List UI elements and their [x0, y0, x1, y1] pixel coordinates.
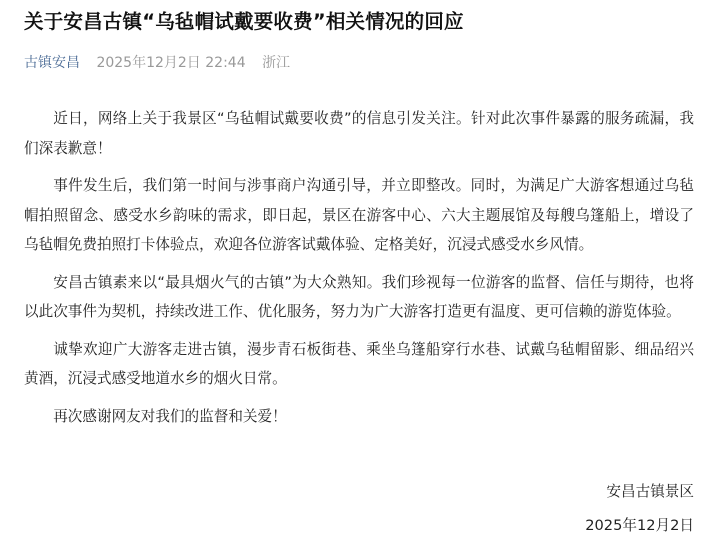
article-title: 关于安昌古镇“乌毡帽试戴要收费”相关情况的回应: [24, 10, 464, 33]
article-body: [24, 104, 694, 439]
paragraph: 安昌古镇素来以“最具烟火气的古镇”为大众熟知。我们珍视每一位游客的监督、信任与期待，也将以此次事件为契机，持续改进工作、优化服务，努力为广大游客打造更有温度、更可信赖的游览体验。: [24, 273, 694, 320]
publish-time: 2025年12月2日 22:44: [96, 55, 246, 71]
account-name-link[interactable]: 古镇安昌: [24, 55, 80, 71]
paragraph: 事件发生后，我们第一时间与涉事商户沟通引导，并立即整改。同时，为满足广大游客想通过乌毡帽拍照留念、感受水乡韵味的需求，即日起，景区在游客中心、六大主题展馆及每艘乌篷船上，增设了乌毡帽免费拍照打卡体验点，欢迎各位游客试戴体验、定格美好，沉浸式感受水乡风情。: [24, 177, 694, 253]
signed-date: 2025年12月2日: [585, 517, 694, 534]
publish-location: 浙江: [262, 55, 291, 71]
paragraph: 近日，网络上关于我景区“乌毡帽试戴要收费”的信息引发关注。针对此次事件暴露的服务疏漏，我们深表歉意！: [24, 110, 694, 157]
paragraph: 再次感谢网友对我们的监督和关爱！: [53, 407, 287, 425]
article-meta: [24, 52, 290, 72]
signer-name: 安昌古镇景区: [606, 483, 694, 500]
paragraph: 诚挚欢迎广大游客走进古镇，漫步青石板街巷、乘坐乌篷船穿行水巷、试戴乌毡帽留影、细品绍兴黄酒，沉浸式感受地道水乡的烟火日常。: [24, 340, 694, 387]
